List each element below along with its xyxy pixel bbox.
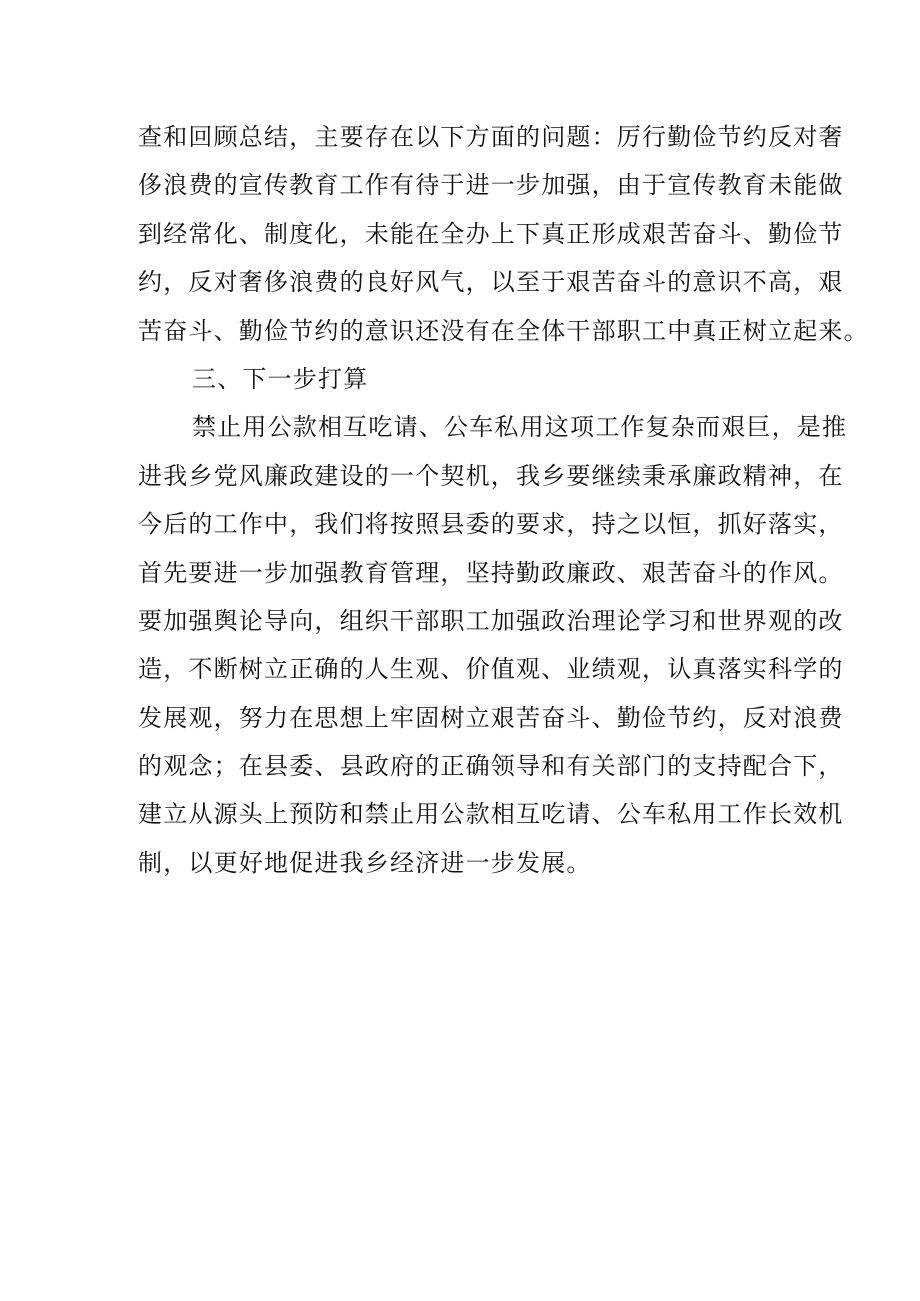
- paragraph-line-13: 发展观，努力在思想上牢固树立艰苦奋斗、勤俭节约，反对浪费: [138, 703, 844, 732]
- paragraph-line-15: 建立从源头上预防和禁止用公款相互吃请、公车私用工作长效机: [138, 800, 844, 829]
- paragraph-line-3: 到经常化、制度化，未能在全办上下真正形成艰苦奋斗、勤俭节: [138, 219, 844, 248]
- paragraph-line-7: 禁止用公款相互吃请、公车私用这项工作复杂而艰巨，是推: [192, 413, 848, 442]
- paragraph-line-16: 制，以更好地促进我乡经济进一步发展。: [138, 848, 592, 877]
- paragraph-line-11: 要加强舆论导向，组织干部职工加强政治理论学习和世界观的改: [138, 606, 844, 635]
- document-body: [138, 113, 869, 887]
- paragraph-line-14: 的观念；在县委、县政府的正确领导和有关部门的支持配合下，: [138, 752, 844, 781]
- paragraph-line-4: 约，反对奢侈浪费的良好风气，以至于艰苦奋斗的意识不高，艰: [138, 268, 844, 297]
- paragraph-line-9: 今后的工作中，我们将按照县委的要求，持之以恒，抓好落实，: [138, 510, 844, 539]
- paragraph-line-5: 苦奋斗、勤俭节约的意识还没有在全体干部职工中真正树立起来。: [138, 316, 869, 345]
- section-heading: 三、下一步打算: [192, 364, 369, 393]
- paragraph-line-8: 进我乡党风廉政建设的一个契机，我乡要继续秉承廉政精神，在: [138, 461, 844, 490]
- paragraph-line-10: 首先要进一步加强教育管理，坚持勤政廉政、艰苦奋斗的作风。: [138, 558, 844, 587]
- paragraph-line-2: 侈浪费的宣传教育工作有待于进一步加强，由于宣传教育未能做: [138, 171, 844, 200]
- paragraph-line-12: 造，不断树立正确的人生观、价值观、业绩观，认真落实科学的: [138, 655, 844, 684]
- paragraph-line-1: 查和回顾总结，主要存在以下方面的问题：厉行勤俭节约反对奢: [138, 123, 844, 151]
